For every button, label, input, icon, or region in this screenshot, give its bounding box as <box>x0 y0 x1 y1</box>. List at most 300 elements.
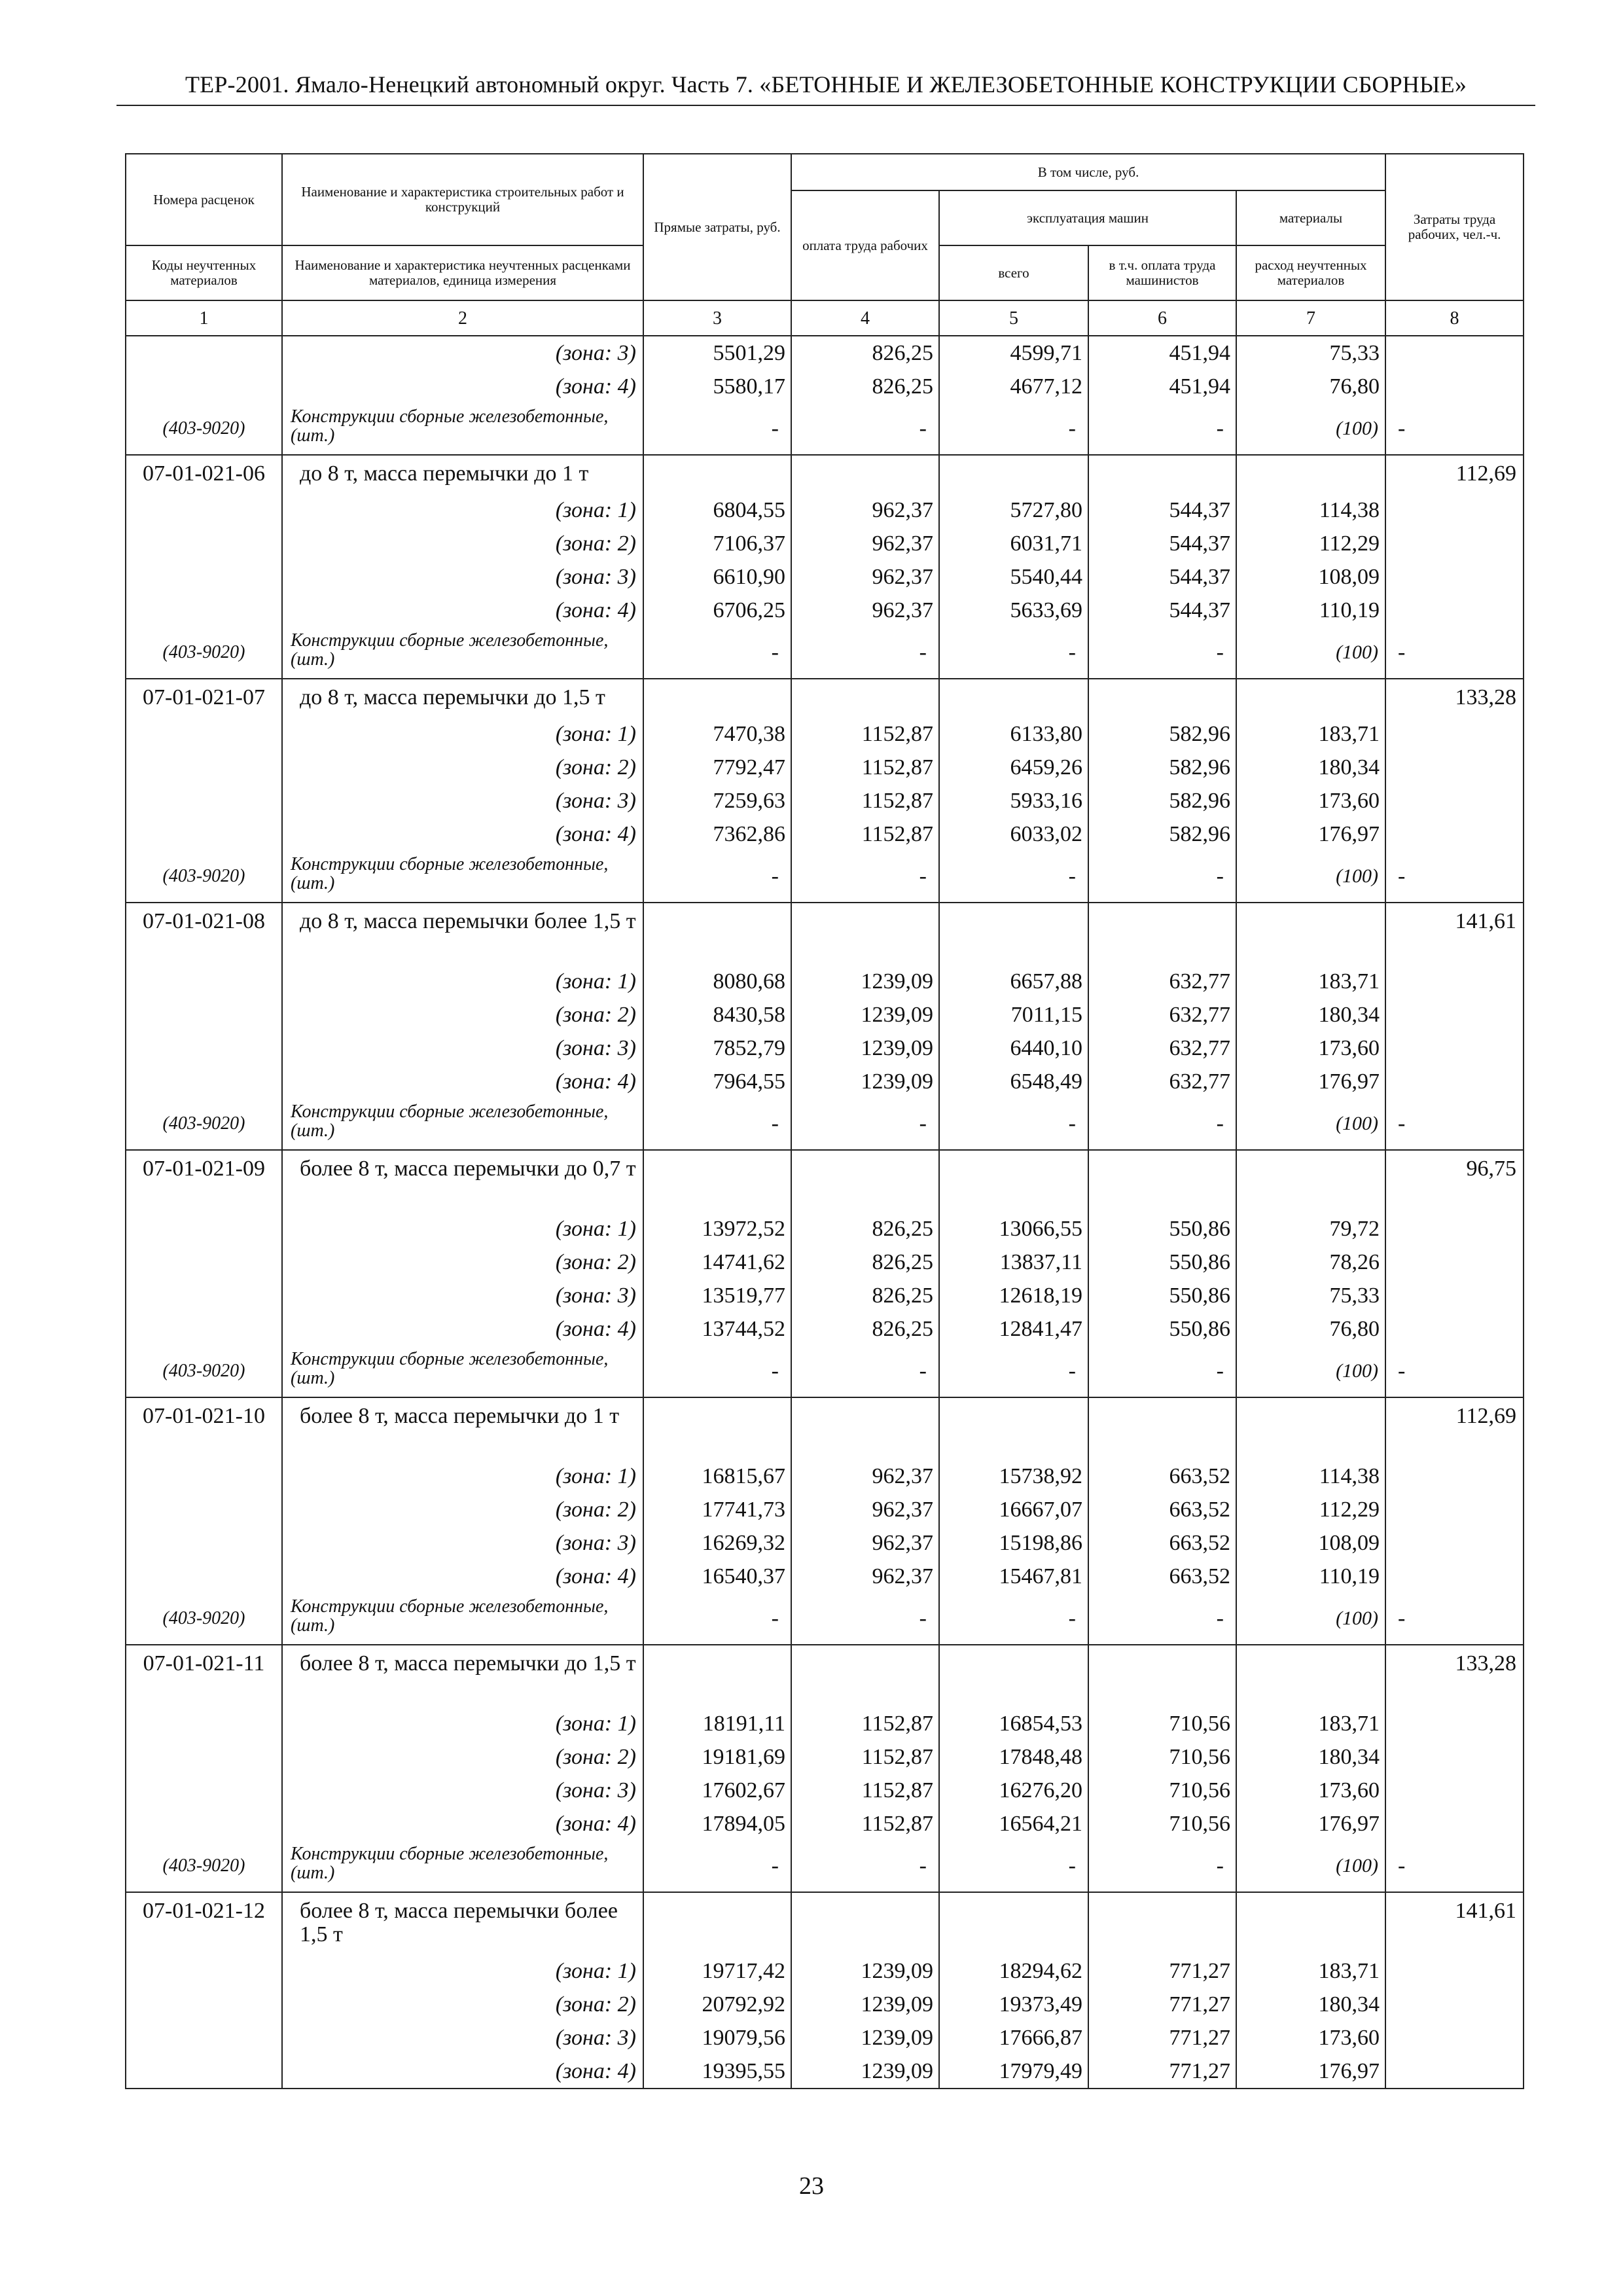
empty-cell <box>1385 1279 1524 1312</box>
empty-cell <box>126 594 282 627</box>
zone-label: (зона: 4) <box>282 370 643 403</box>
empty-cell <box>1088 903 1236 965</box>
wages: 1239,09 <box>791 998 939 1031</box>
zone-label: (зона: 2) <box>282 527 643 560</box>
machinists-wages: 582,96 <box>1088 717 1236 751</box>
machinists-wages: 710,56 <box>1088 1707 1236 1740</box>
dash-cell: - <box>1385 1346 1524 1397</box>
col1-top-header: Номера расценок <box>126 154 282 245</box>
materials-cost: 112,29 <box>1236 527 1385 560</box>
zone-row <box>126 370 1524 403</box>
table-body <box>126 336 1524 2089</box>
empty-cell <box>939 1397 1088 1460</box>
zone-label: (зона: 2) <box>282 751 643 784</box>
labor-costs-header: Затраты труда рабочих, чел.-ч. <box>1385 154 1524 300</box>
empty-cell <box>939 1150 1088 1212</box>
direct-costs: 14741,62 <box>643 1246 791 1279</box>
empty-cell <box>126 370 282 403</box>
materials-header: материалы <box>1236 190 1385 245</box>
material-code: (403-9020) <box>126 1593 282 1645</box>
machines-total: 6657,88 <box>939 965 1088 998</box>
machinists-wages: 771,27 <box>1088 2021 1236 2054</box>
empty-cell <box>1385 1560 1524 1593</box>
direct-costs: 7964,55 <box>643 1065 791 1098</box>
zone-label: (зона: 2) <box>282 1246 643 1279</box>
empty-cell <box>1385 1774 1524 1807</box>
empty-cell <box>1088 1645 1236 1707</box>
direct-costs: 7259,63 <box>643 784 791 817</box>
materials-cost: 173,60 <box>1236 784 1385 817</box>
wages: 962,37 <box>791 1460 939 1493</box>
col2-top-header: Наименование и характеристика строительных работ и конструкций <box>282 154 643 245</box>
wages: 826,25 <box>791 1279 939 1312</box>
empty-cell <box>126 560 282 594</box>
machines-total: 6440,10 <box>939 1031 1088 1065</box>
empty-cell <box>643 1892 791 1954</box>
direct-costs: 13744,52 <box>643 1312 791 1346</box>
column-number: 8 <box>1385 300 1524 336</box>
material-percent: (100) <box>1236 1840 1385 1892</box>
zone-label: (зона: 3) <box>282 1774 643 1807</box>
materials-cost: 183,71 <box>1236 1707 1385 1740</box>
machines-total: 17848,48 <box>939 1740 1088 1774</box>
dash-cell: - <box>1385 1593 1524 1645</box>
rate-row <box>126 679 1524 717</box>
direct-costs: 13972,52 <box>643 1212 791 1246</box>
column-number: 5 <box>939 300 1088 336</box>
direct-costs: 7852,79 <box>643 1031 791 1065</box>
direct-costs: 17894,05 <box>643 1807 791 1840</box>
machines-total: 5540,44 <box>939 560 1088 594</box>
zone-row <box>126 1988 1524 2021</box>
wages: 962,37 <box>791 560 939 594</box>
wages: 962,37 <box>791 1560 939 1593</box>
dash-cell: - <box>1088 403 1236 455</box>
material-name: Конструкции сборные железобетонные, (шт.) <box>282 851 643 903</box>
direct-costs: 17602,67 <box>643 1774 791 1807</box>
machines-total: 16564,21 <box>939 1807 1088 1840</box>
machinists-wages: 550,86 <box>1088 1246 1236 1279</box>
machinists-wages-header: в т.ч. оплата труда машинистов <box>1088 245 1236 300</box>
empty-cell <box>1385 2054 1524 2089</box>
dash-cell: - <box>791 1098 939 1150</box>
wages: 1239,09 <box>791 1065 939 1098</box>
zone-row <box>126 1807 1524 1840</box>
machines-total: 15467,81 <box>939 1560 1088 1593</box>
zone-row <box>126 817 1524 851</box>
material-name: Конструкции сборные железобетонные, (шт.) <box>282 627 643 679</box>
empty-cell <box>791 1397 939 1460</box>
empty-cell <box>1385 1212 1524 1246</box>
zone-row <box>126 1460 1524 1493</box>
machines-total: 19373,49 <box>939 1988 1088 2021</box>
materials-cost: 114,38 <box>1236 493 1385 527</box>
material-name: Конструкции сборные железобетонные, (шт.) <box>282 403 643 455</box>
empty-cell <box>939 1645 1088 1707</box>
empty-cell <box>1385 1460 1524 1493</box>
dash-cell: - <box>643 1098 791 1150</box>
empty-cell <box>1385 751 1524 784</box>
direct-costs: 16269,32 <box>643 1526 791 1560</box>
empty-cell <box>791 1645 939 1707</box>
machines-total-header: всего <box>939 245 1088 300</box>
empty-cell <box>1385 370 1524 403</box>
materials-cost: 112,29 <box>1236 1493 1385 1526</box>
zone-row <box>126 527 1524 560</box>
machinists-wages: 550,86 <box>1088 1212 1236 1246</box>
zone-row <box>126 751 1524 784</box>
direct-costs: 6804,55 <box>643 493 791 527</box>
materials-cost: 76,80 <box>1236 1312 1385 1346</box>
machinists-wages: 710,56 <box>1088 1774 1236 1807</box>
empty-cell <box>791 1150 939 1212</box>
empty-cell <box>1236 679 1385 717</box>
materials-cost: 76,80 <box>1236 370 1385 403</box>
machinists-wages: 582,96 <box>1088 817 1236 851</box>
material-name: Конструкции сборные железобетонные, (шт.) <box>282 1098 643 1150</box>
zone-label: (зона: 4) <box>282 2054 643 2089</box>
zone-label: (зона: 3) <box>282 1031 643 1065</box>
machines-total: 15738,92 <box>939 1460 1088 1493</box>
col2-bottom-header: Наименование и характеристика неучтенных расценками материалов, единица измерения <box>282 245 643 300</box>
empty-cell <box>126 1774 282 1807</box>
dash-cell: - <box>643 1593 791 1645</box>
material-code: (403-9020) <box>126 1346 282 1397</box>
rates-table <box>125 153 1524 2089</box>
rate-name: более 8 т, масса перемычки до 1 т <box>282 1397 643 1460</box>
zone-row <box>126 784 1524 817</box>
empty-cell <box>126 1560 282 1593</box>
direct-costs: 17741,73 <box>643 1493 791 1526</box>
direct-costs: 6610,90 <box>643 560 791 594</box>
zone-label: (зона: 3) <box>282 1526 643 1560</box>
labor-costs: 96,75 <box>1385 1150 1524 1212</box>
empty-cell <box>1385 493 1524 527</box>
rate-code: 07-01-021-12 <box>126 1892 282 1954</box>
direct-costs-header: Прямые затраты, руб. <box>643 154 791 300</box>
column-number: 4 <box>791 300 939 336</box>
empty-cell <box>126 784 282 817</box>
empty-cell <box>1385 1493 1524 1526</box>
labor-costs: 133,28 <box>1385 679 1524 717</box>
material-percent: (100) <box>1236 403 1385 455</box>
empty-cell <box>1385 1707 1524 1740</box>
empty-cell <box>126 1460 282 1493</box>
material-percent: (100) <box>1236 1346 1385 1397</box>
material-name: Конструкции сборные железобетонные, (шт.) <box>282 1346 643 1397</box>
empty-cell <box>791 1892 939 1954</box>
zone-row <box>126 2021 1524 2054</box>
wages: 1239,09 <box>791 2054 939 2089</box>
zone-label: (зона: 4) <box>282 1312 643 1346</box>
machinists-wages: 582,96 <box>1088 751 1236 784</box>
rate-name: до 8 т, масса перемычки до 1 т <box>282 455 643 493</box>
materials-cost: 183,71 <box>1236 717 1385 751</box>
material-percent: (100) <box>1236 851 1385 903</box>
empty-cell <box>1385 717 1524 751</box>
dash-cell: - <box>1088 1098 1236 1150</box>
machinists-wages: 550,86 <box>1088 1312 1236 1346</box>
wages: 962,37 <box>791 493 939 527</box>
materials-cost: 110,19 <box>1236 1560 1385 1593</box>
dash-cell: - <box>791 627 939 679</box>
empty-cell <box>1236 903 1385 965</box>
direct-costs: 7106,37 <box>643 527 791 560</box>
zone-row <box>126 1065 1524 1098</box>
machines-total: 15198,86 <box>939 1526 1088 1560</box>
empty-cell <box>126 493 282 527</box>
empty-cell <box>1385 594 1524 627</box>
zone-label: (зона: 3) <box>282 560 643 594</box>
wages: 826,25 <box>791 1212 939 1246</box>
wages: 826,25 <box>791 1312 939 1346</box>
wages: 826,25 <box>791 336 939 370</box>
machines-total: 18294,62 <box>939 1954 1088 1988</box>
wages: 1239,09 <box>791 1031 939 1065</box>
rate-code: 07-01-021-07 <box>126 679 282 717</box>
dash-cell: - <box>1385 1840 1524 1892</box>
wages: 1152,87 <box>791 817 939 851</box>
machines-total: 6459,26 <box>939 751 1088 784</box>
machines-total: 16276,20 <box>939 1774 1088 1807</box>
wages: 826,25 <box>791 1246 939 1279</box>
machinists-wages: 544,37 <box>1088 493 1236 527</box>
wages: 1239,09 <box>791 2021 939 2054</box>
material-percent: (100) <box>1236 1593 1385 1645</box>
empty-cell <box>1385 1065 1524 1098</box>
empty-cell <box>1385 527 1524 560</box>
empty-cell <box>791 679 939 717</box>
empty-cell <box>126 1988 282 2021</box>
machines-total: 16667,07 <box>939 1493 1088 1526</box>
material-code: (403-9020) <box>126 851 282 903</box>
dash-cell: - <box>643 851 791 903</box>
machinists-wages: 771,27 <box>1088 2054 1236 2089</box>
wages: 1239,09 <box>791 1988 939 2021</box>
zone-label: (зона: 4) <box>282 1065 643 1098</box>
materials-cost: 173,60 <box>1236 1031 1385 1065</box>
materials-cost: 75,33 <box>1236 1279 1385 1312</box>
empty-cell <box>1385 1740 1524 1774</box>
material-code: (403-9020) <box>126 1840 282 1892</box>
dash-cell: - <box>1088 1346 1236 1397</box>
materials-cost: 180,34 <box>1236 1988 1385 2021</box>
machines-total: 6031,71 <box>939 527 1088 560</box>
dash-cell: - <box>791 851 939 903</box>
dash-cell: - <box>643 403 791 455</box>
material-name: Конструкции сборные железобетонные, (шт.) <box>282 1593 643 1645</box>
empty-cell <box>126 527 282 560</box>
empty-cell <box>1236 1892 1385 1954</box>
machines-total: 16854,53 <box>939 1707 1088 1740</box>
machines-total: 17666,87 <box>939 2021 1088 2054</box>
direct-costs: 20792,92 <box>643 1988 791 2021</box>
direct-costs: 8430,58 <box>643 998 791 1031</box>
direct-costs: 19079,56 <box>643 2021 791 2054</box>
wages: 1152,87 <box>791 784 939 817</box>
empty-cell <box>126 1740 282 1774</box>
machinists-wages: 632,77 <box>1088 1031 1236 1065</box>
dash-cell: - <box>939 627 1088 679</box>
materials-cost: 176,97 <box>1236 2054 1385 2089</box>
header-rule <box>116 105 1535 106</box>
empty-cell <box>643 1397 791 1460</box>
wages: 962,37 <box>791 527 939 560</box>
zone-row <box>126 1212 1524 1246</box>
machines-total: 5933,16 <box>939 784 1088 817</box>
labor-costs: 141,61 <box>1385 1892 1524 1954</box>
empty-cell <box>1088 679 1236 717</box>
zone-label: (зона: 4) <box>282 1807 643 1840</box>
table-header <box>126 154 1524 336</box>
material-row <box>126 403 1524 455</box>
rate-code: 07-01-021-06 <box>126 455 282 493</box>
dash-cell: - <box>939 1346 1088 1397</box>
zone-label: (зона: 1) <box>282 1954 643 1988</box>
empty-cell <box>643 455 791 493</box>
column-number: 7 <box>1236 300 1385 336</box>
direct-costs: 5580,17 <box>643 370 791 403</box>
zone-label: (зона: 1) <box>282 493 643 527</box>
machines-total: 17979,49 <box>939 2054 1088 2089</box>
direct-costs: 7362,86 <box>643 817 791 851</box>
materials-cost: 108,09 <box>1236 560 1385 594</box>
zone-row <box>126 1031 1524 1065</box>
wages: 1152,87 <box>791 751 939 784</box>
dash-cell: - <box>791 1346 939 1397</box>
empty-cell <box>1385 1807 1524 1840</box>
rate-row <box>126 1150 1524 1212</box>
materials-cost: 176,97 <box>1236 1807 1385 1840</box>
zone-row <box>126 560 1524 594</box>
empty-cell <box>126 1707 282 1740</box>
zone-row <box>126 1279 1524 1312</box>
empty-cell <box>126 1526 282 1560</box>
dash-cell: - <box>939 403 1088 455</box>
materials-cost: 183,71 <box>1236 1954 1385 1988</box>
zone-label: (зона: 1) <box>282 1212 643 1246</box>
zone-label: (зона: 3) <box>282 784 643 817</box>
empty-cell <box>1385 336 1524 370</box>
column-number: 3 <box>643 300 791 336</box>
dash-cell: - <box>939 1098 1088 1150</box>
empty-cell <box>1385 784 1524 817</box>
empty-cell <box>1385 560 1524 594</box>
dash-cell: - <box>1385 851 1524 903</box>
empty-cell <box>1385 1312 1524 1346</box>
machines-total: 6548,49 <box>939 1065 1088 1098</box>
wages: 826,25 <box>791 370 939 403</box>
machines-total: 5633,69 <box>939 594 1088 627</box>
labor-costs: 133,28 <box>1385 1645 1524 1707</box>
empty-cell <box>1236 1397 1385 1460</box>
materials-cost: 75,33 <box>1236 336 1385 370</box>
machines-header: эксплуатация машин <box>939 190 1236 245</box>
empty-cell <box>791 455 939 493</box>
empty-cell <box>939 1892 1088 1954</box>
empty-cell <box>1088 455 1236 493</box>
rate-name: до 8 т, масса перемычки более 1,5 т <box>282 903 643 965</box>
rate-row <box>126 903 1524 965</box>
material-percent: (100) <box>1236 1098 1385 1150</box>
machinists-wages: 632,77 <box>1088 998 1236 1031</box>
dash-cell: - <box>643 627 791 679</box>
materials-consumption-header: расход неучтенных материалов <box>1236 245 1385 300</box>
material-percent: (100) <box>1236 627 1385 679</box>
empty-cell <box>643 1645 791 1707</box>
zone-row <box>126 1954 1524 1988</box>
materials-cost: 114,38 <box>1236 1460 1385 1493</box>
empty-cell <box>1385 965 1524 998</box>
zone-label: (зона: 1) <box>282 1707 643 1740</box>
zone-label: (зона: 2) <box>282 1988 643 2021</box>
zone-row <box>126 493 1524 527</box>
machines-total: 7011,15 <box>939 998 1088 1031</box>
rate-name: более 8 т, масса перемычки до 1,5 т <box>282 1645 643 1707</box>
direct-costs: 8080,68 <box>643 965 791 998</box>
wages: 1152,87 <box>791 1774 939 1807</box>
empty-cell <box>1088 1150 1236 1212</box>
direct-costs: 16540,37 <box>643 1560 791 1593</box>
zone-label: (зона: 3) <box>282 1279 643 1312</box>
machinists-wages: 550,86 <box>1088 1279 1236 1312</box>
dash-cell: - <box>791 1840 939 1892</box>
wages: 1239,09 <box>791 965 939 998</box>
labor-costs: 112,69 <box>1385 455 1524 493</box>
wages: 1152,87 <box>791 1740 939 1774</box>
zone-label: (зона: 2) <box>282 1493 643 1526</box>
dash-cell: - <box>1385 627 1524 679</box>
machines-total: 13837,11 <box>939 1246 1088 1279</box>
material-row <box>126 851 1524 903</box>
machinists-wages: 771,27 <box>1088 1954 1236 1988</box>
machinists-wages: 582,96 <box>1088 784 1236 817</box>
machinists-wages: 663,52 <box>1088 1493 1236 1526</box>
empty-cell <box>1385 1954 1524 1988</box>
zone-row <box>126 2054 1524 2089</box>
dash-cell: - <box>791 403 939 455</box>
empty-cell <box>643 1150 791 1212</box>
wages: 1152,87 <box>791 717 939 751</box>
empty-cell <box>126 1031 282 1065</box>
materials-cost: 78,26 <box>1236 1246 1385 1279</box>
material-row <box>126 1346 1524 1397</box>
material-code: (403-9020) <box>126 627 282 679</box>
dash-cell: - <box>1385 403 1524 455</box>
zone-row <box>126 1493 1524 1526</box>
zone-label: (зона: 2) <box>282 1740 643 1774</box>
materials-cost: 108,09 <box>1236 1526 1385 1560</box>
material-row <box>126 1098 1524 1150</box>
empty-cell <box>643 903 791 965</box>
empty-cell <box>1236 1150 1385 1212</box>
zone-row <box>126 998 1524 1031</box>
empty-cell <box>126 2054 282 2089</box>
machines-total: 6133,80 <box>939 717 1088 751</box>
machinists-wages: 710,56 <box>1088 1807 1236 1840</box>
machines-total: 4599,71 <box>939 336 1088 370</box>
zone-row <box>126 1707 1524 1740</box>
empty-cell <box>126 1493 282 1526</box>
direct-costs: 19717,42 <box>643 1954 791 1988</box>
machinists-wages: 663,52 <box>1088 1526 1236 1560</box>
labor-costs: 112,69 <box>1385 1397 1524 1460</box>
material-name: Конструкции сборные железобетонные, (шт.) <box>282 1840 643 1892</box>
page-number: 23 <box>799 2172 824 2200</box>
direct-costs: 7470,38 <box>643 717 791 751</box>
machinists-wages: 663,52 <box>1088 1560 1236 1593</box>
zone-label: (зона: 4) <box>282 817 643 851</box>
